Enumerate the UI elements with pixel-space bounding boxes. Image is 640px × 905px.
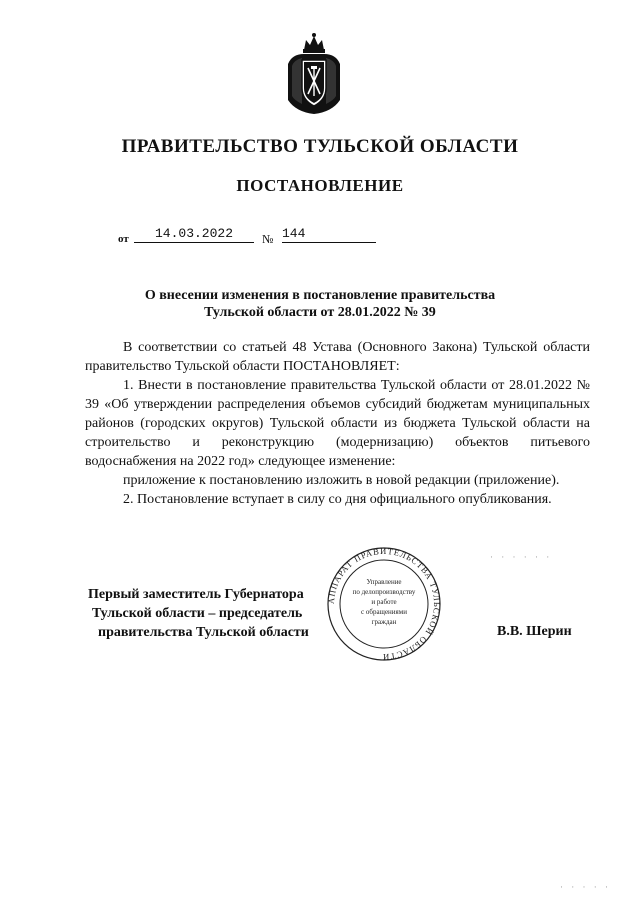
stamp-line-4: с обращениями bbox=[361, 608, 407, 616]
signatory-title bbox=[88, 585, 309, 642]
document-body bbox=[85, 338, 590, 509]
document-number: 144 bbox=[282, 226, 376, 243]
body-paragraph-2: 1. Внести в постановление правительства Тульской области от 28.01.2022 № 39 «Об утверждении распределения объемов субсидий бюджетам муниципальных районов (городских округов) Тульской области из бюджета Тульской области на строительство и реконструкцию (модернизацию) объектов питьевого водоснабжения на 2022 год» следующее изменение: bbox=[85, 378, 590, 469]
stamp-line-3: и работе bbox=[371, 598, 397, 606]
signatory-line-3: правительства Тульской области bbox=[98, 625, 309, 640]
body-paragraph-1: В соответствии со статьей 48 Устава (Основного Закона) Тульской области правительство Тульской области ПОСТАНОВЛЯЕТ: bbox=[85, 340, 590, 374]
scan-artifact-dots: · · · · · bbox=[560, 882, 611, 892]
body-paragraph-4: 2. Постановление вступает в силу со дня официального опубликования. bbox=[123, 492, 552, 507]
organization-title: ПРАВИТЕЛЬСТВО ТУЛЬСКОЙ ОБЛАСТИ bbox=[121, 136, 519, 157]
signatory-name: В.В. Шерин bbox=[497, 624, 572, 639]
stamp-line-2: по делопроизводству bbox=[352, 588, 416, 596]
document-date: 14.03.2022 bbox=[134, 226, 254, 243]
document-type: ПОСТАНОВЛЕНИЕ bbox=[236, 176, 404, 195]
stamp-line-5: граждан bbox=[371, 618, 397, 626]
number-label: № bbox=[262, 232, 274, 246]
stamp-line-1: Управление bbox=[366, 578, 402, 586]
official-stamp bbox=[326, 546, 442, 662]
document-subject bbox=[100, 287, 540, 321]
coat-of-arms-emblem bbox=[282, 30, 346, 116]
scan-artifact-dots: · · · · · · bbox=[490, 552, 553, 562]
subject-line-1: О внесении изменения в постановление правительства bbox=[144, 288, 496, 303]
body-paragraph-3: приложение к постановлению изложить в новой редакции (приложение). bbox=[123, 473, 560, 488]
stamp-ring-text: АППАРАТ ПРАВИТЕЛЬСТВА ТУЛЬСКОЙ ОБЛАСТИ bbox=[326, 546, 442, 662]
subject-line-2: Тульской области от 28.01.2022 № 39 bbox=[204, 305, 436, 320]
date-prefix-label: от bbox=[118, 233, 129, 245]
signatory-line-2: Тульской области – председатель bbox=[92, 606, 303, 621]
signatory-line-1: Первый заместитель Губернатора bbox=[88, 587, 304, 602]
